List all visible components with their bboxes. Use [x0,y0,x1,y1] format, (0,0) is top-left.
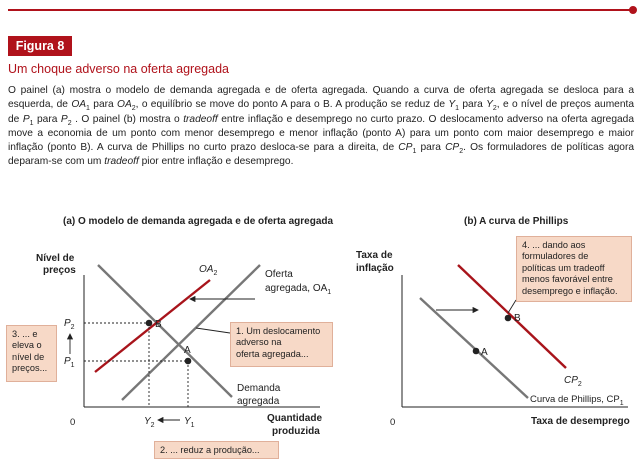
aggregate-demand-curve [98,265,232,397]
point-b-marker [146,320,153,327]
cp1-label: Curva de Phillips, $CP_1$ [530,394,624,407]
figure-caption: O painel (a) mostra o modelo de demanda agregada e de oferta agregada. Quando a curva de oferta agregada se desloca para a esquerda, de $OA_1$ para $OA_2$, o equilíbrio se move do ponto A para o B. A produção se reduz de $Y_1$ para $Y_2$, e o nível de preços aumenta de $P_1$ para $P_2$ . O painel (b) mostra o tradeoff entre inflação e desemprego no curto prazo. O deslocamento adverso na oferta agregada move a economia de um ponto com menor desemprego e menor inflação (ponto A) para um ponto com maior desemprego e maior inflação (ponto B). A curva de Phillips no curto prazo desloca-se para a direita, de $CP_1$ para $CP_2$. Os formuladores de políticas agora deparam-se com um tradeoff pior entre inflação e desemprego. [8,85,635,168]
note-phillips-tradeoff: 4. ... dando aos formuladores de políticas um tradeoff menos favorável entre desemprego e inflação. [516,236,632,302]
oa1-label-line1: Oferta [265,269,293,280]
note1-leader [196,328,230,333]
panel-a-y-axis-label-line1: Nível de [36,253,75,264]
y1-label: $Y_1$ [184,416,195,429]
point-b-label: B [155,319,162,330]
note-price-increase: 3. ... e eleva o nível de preços... [6,325,57,382]
p1-label: $P_1$ [64,356,75,369]
figure-label: Figura 8 [8,36,72,56]
note-output-reduction: 2. ... reduz a produção... [154,441,279,459]
phillips-point-a-marker [473,348,480,355]
note4-leader [508,300,516,313]
y2-label: $Y_2$ [144,416,155,429]
panel-a-y-axis-label-line2: preços [43,265,76,276]
phillips-point-b-label: B [514,313,521,324]
figure-title: Um choque adverso na oferta agregada [8,62,229,76]
phillips-point-b-marker [505,315,512,322]
panel-b-y-axis-label-line1: Taxa de [356,250,393,261]
panel-b-x-axis-label: Taxa de desemprego [531,416,630,427]
panel-b-y-axis-label-line2: inflação [356,263,394,274]
point-a-label: A [184,345,191,356]
cp2-label: $CP_2$ [564,375,582,388]
oa2-label: $OA_2$ [199,264,218,277]
oa1-label-line2: agregada, $OA_1$ [265,283,332,296]
note-supply-shift: 1. Um deslocamento adverso na oferta agregada... [230,322,333,367]
panel-b-origin: 0 [390,417,396,428]
panel-b-title: (b) A curva de Phillips [464,216,569,227]
phillips-point-a-label: A [481,347,488,358]
p2-label: $P_2$ [64,318,75,331]
demand-label-line2: agregada [237,396,280,407]
cp1-curve [420,298,528,398]
panel-a-origin: 0 [70,417,76,428]
demand-label-line1: Demanda [237,383,281,394]
panel-a-x-axis-label-line2: produzida [272,426,320,437]
point-a-marker [185,358,192,365]
panel-a-x-axis-label-line1: Quantidade [267,413,323,424]
panel-a-title: (a) O modelo de demanda agregada e de oferta agregada [63,216,334,227]
